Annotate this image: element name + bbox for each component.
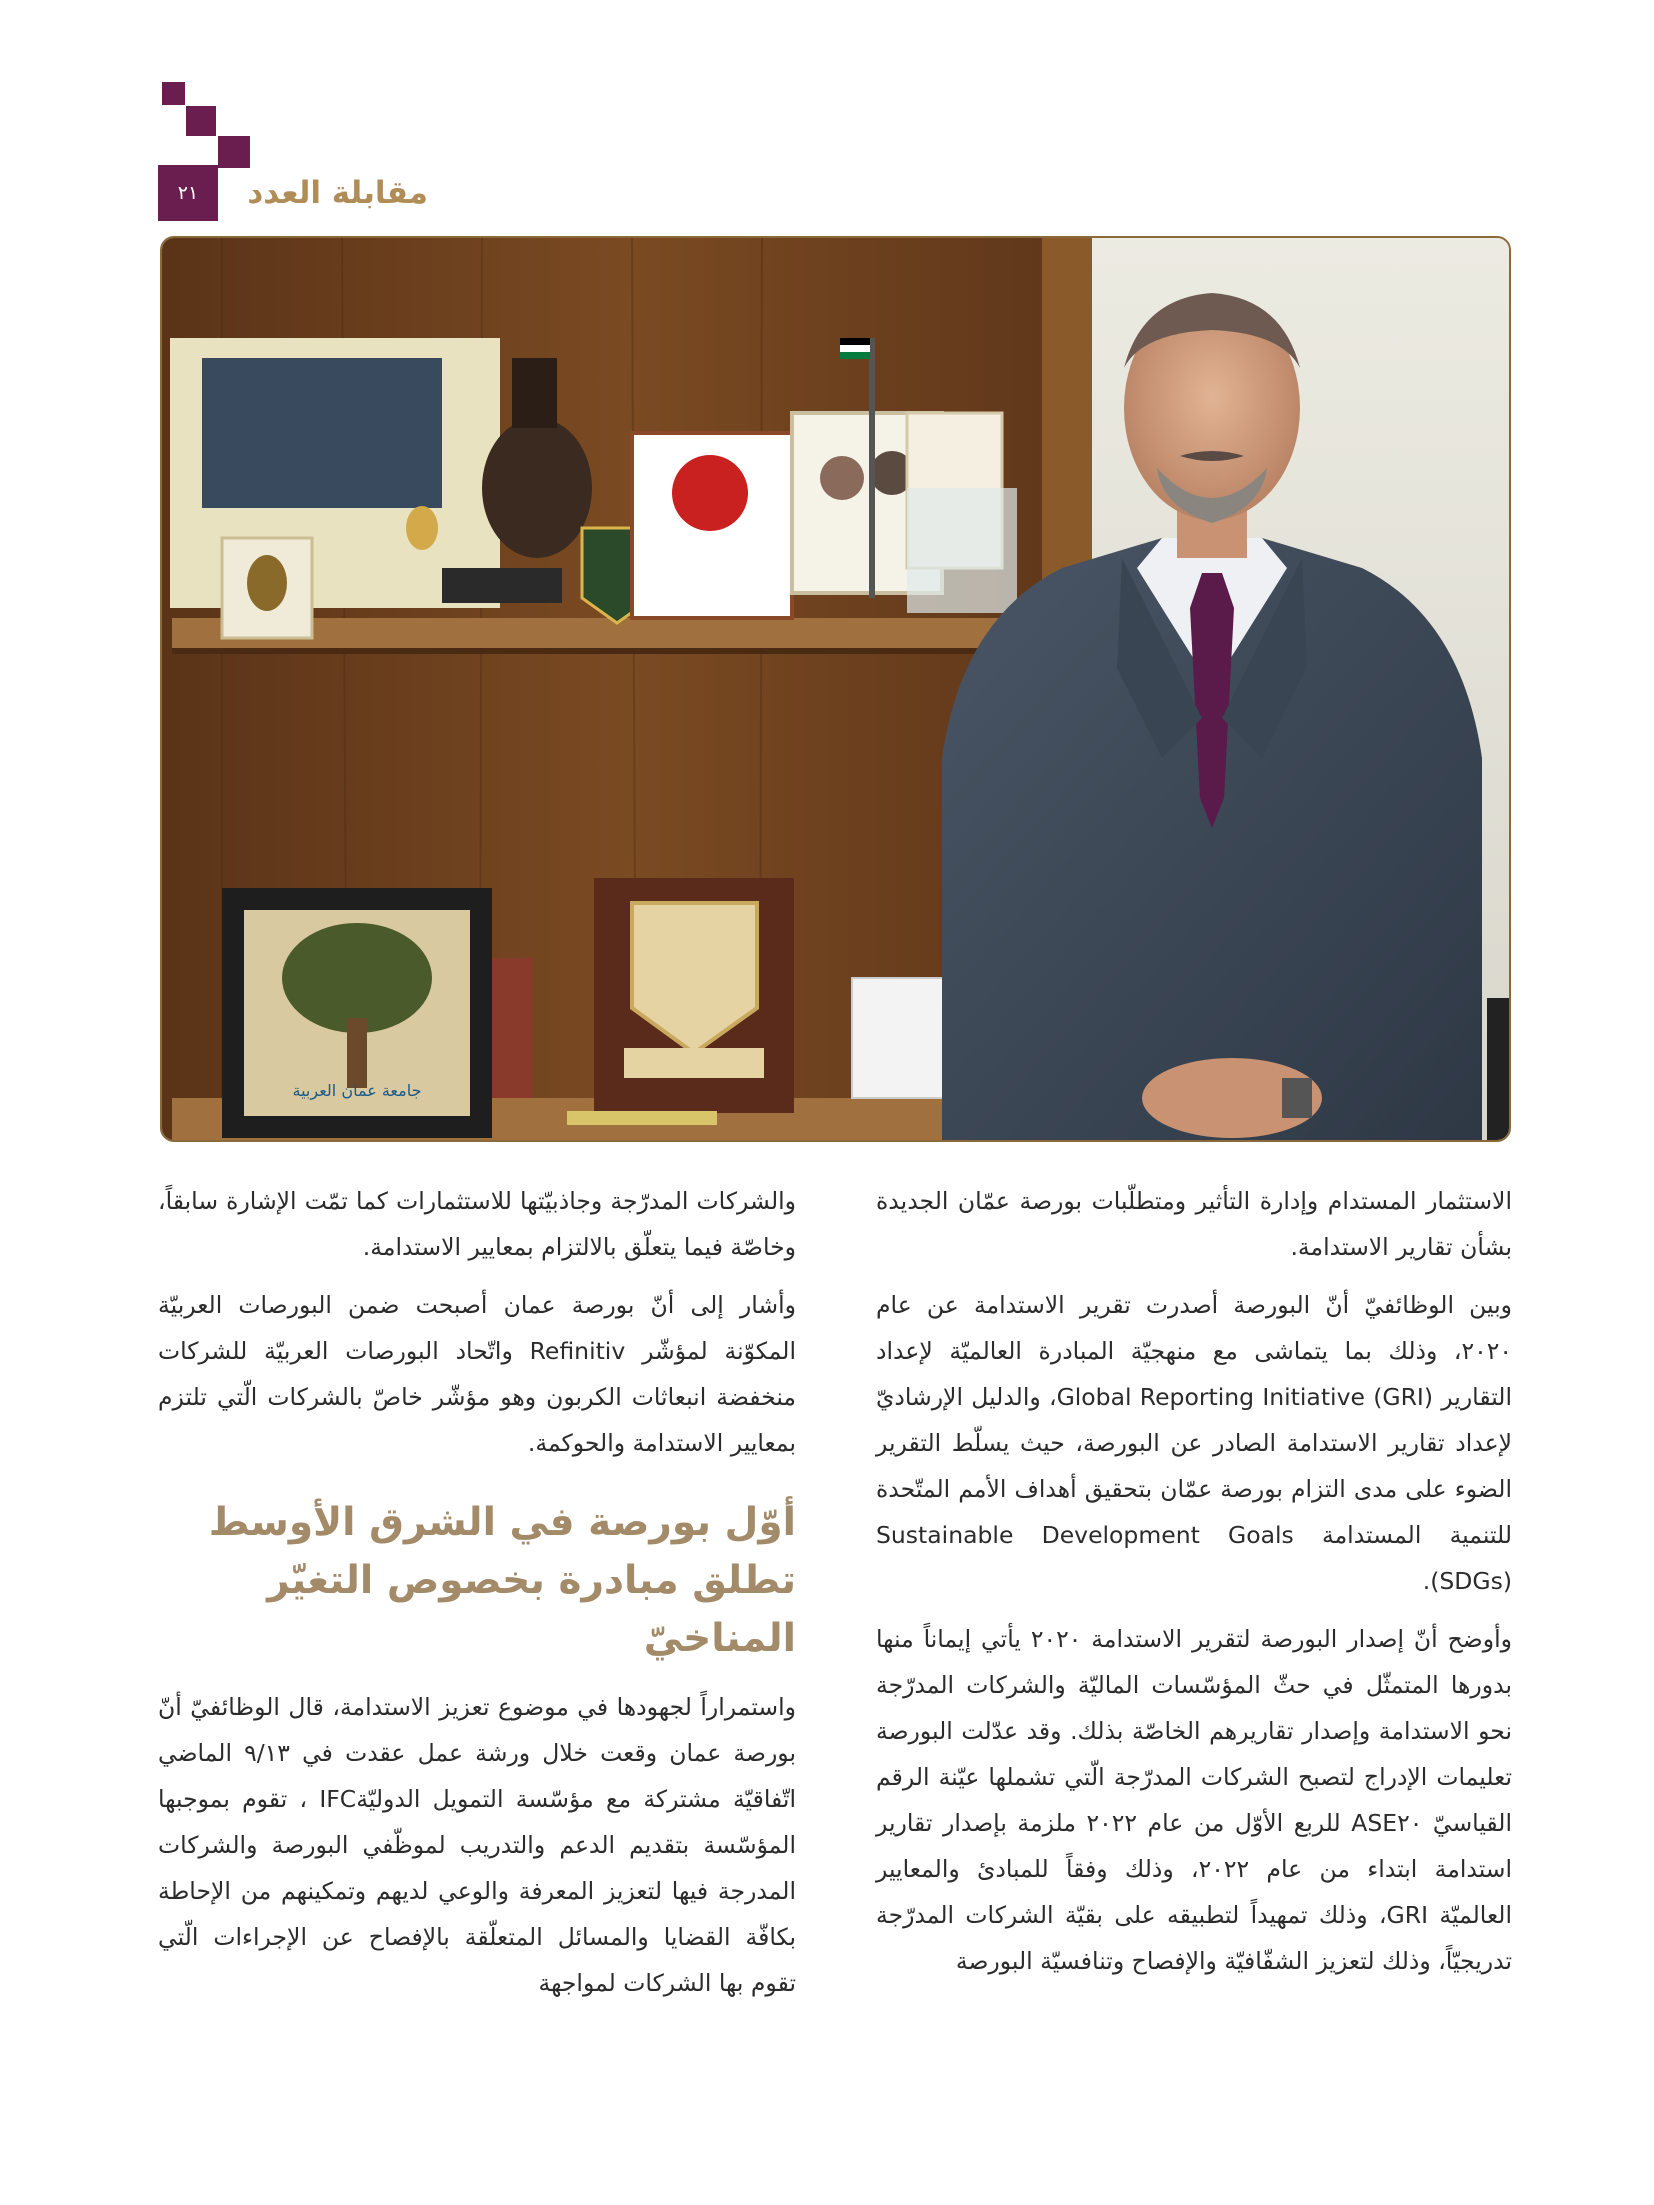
plaque-caption: جامعة عمان العربية	[292, 1081, 422, 1100]
article-column-left	[158, 1178, 796, 2018]
decor-square-1	[162, 82, 185, 105]
subheading: أوّل بورصة في الشرق الأوسط تطلق مبادرة بخصوص التغيّر المناخيّ	[208, 1500, 796, 1661]
article-column-right	[876, 1178, 1512, 1996]
paragraph: وأوضح أنّ إصدار البورصة لتقرير الاستدامة ٢٠٢٠ يأتي إيماناً منها بدورها المتمثّل في حثّ المؤسّسات الماليّة والشركات المدرّجة نحو الاستدامة وإصدار تقاريرهم الخاصّة بذلك. وقد عدّلت البورصة تعليمات الإدراج لتصبح الشركات المدرّجة الّتي تشملها عيّنة الرقم القياسيّ ASE٢٠ للربع الأوّل من عام ٢٠٢٢ ملزمة بإصدار تقارير استدامة ابتداء من عام ٢٠٢٢، وذلك وفقاً للمبادئ والمعايير العالميّة GRI، وذلك تمهيداً لتطبيقه على بقيّة الشركات المدرّجة تدريجيّاً، وذلك لتعزيز الشفّافيّة والإفصاح وتنافسيّة البورصة	[876, 1625, 1513, 1975]
decor-square-2	[186, 106, 216, 136]
paragraph: وبين الوظائفيّ أنّ البورصة أصدرت تقرير الاستدامة عن عام ٢٠٢٠، وذلك بما يتماشى مع منهجيّة المبادرة العالميّة لإعداد التقارير (Global Reporting Initiative (GRI، والدليل الإرشاديّ لإعداد تقارير الاستدامة الصادر عن البورصة، حيث يسلّط التقرير الضوء على مدى التزام بورصة عمّان بتحقيق أهداف الأمم المتّحدة للتنمية المستدامة Sustainable Development Goals (SDGs).	[876, 1291, 1512, 1595]
page-number: ٢١	[158, 165, 218, 221]
paragraph: واستمراراً لجهودها في موضوع تعزيز الاستدامة، قال الوظائفيّ أنّ بورصة عمان وقعت خلال ورشة عمل عقدت في ٩/١٣ الماضي اتّفاقيّة مشتركة مع مؤسّسة التمويل الدوليّةIFC ، تقوم بموجبها المؤسّسة بتقديم الدعم والتدريب لموظّفي البورصة والشركات المدرجة فيها لتعزيز المعرفة والوعي لديهم وتمكينهم من الإحاطة بكافّة القضايا والمسائل المتعلّقة بالإفصاح عن الإجراءات الّتي تقوم بها الشركات لمواجهة	[158, 1693, 796, 1997]
section-title: مقابلة العدد	[247, 175, 428, 211]
paragraph: والشركات المدرّجة وجاذبيّتها للاستثمارات كما تمّت الإشارة سابقاً، وخاصّة فيما يتعلّق بالالتزام بمعايير الاستدامة.	[158, 1187, 796, 1261]
paragraph: وأشار إلى أنّ بورصة عمان أصبحت ضمن البورصات العربيّة المكوّنة لمؤشّر Refinitiv واتّحاد البورصات العربيّة للشركات منخفضة انبعاثات الكربون وهو مؤشّر خاصّ بالشركات الّتي تلتزم بمعايير الاستدامة والحوكمة.	[158, 1291, 796, 1457]
paragraph: الاستثمار المستدام وإدارة التأثير ومتطلّبات بورصة عمّان الجديدة بشأن تقارير الاستدامة.	[876, 1187, 1512, 1261]
interview-photo	[160, 236, 1511, 1142]
